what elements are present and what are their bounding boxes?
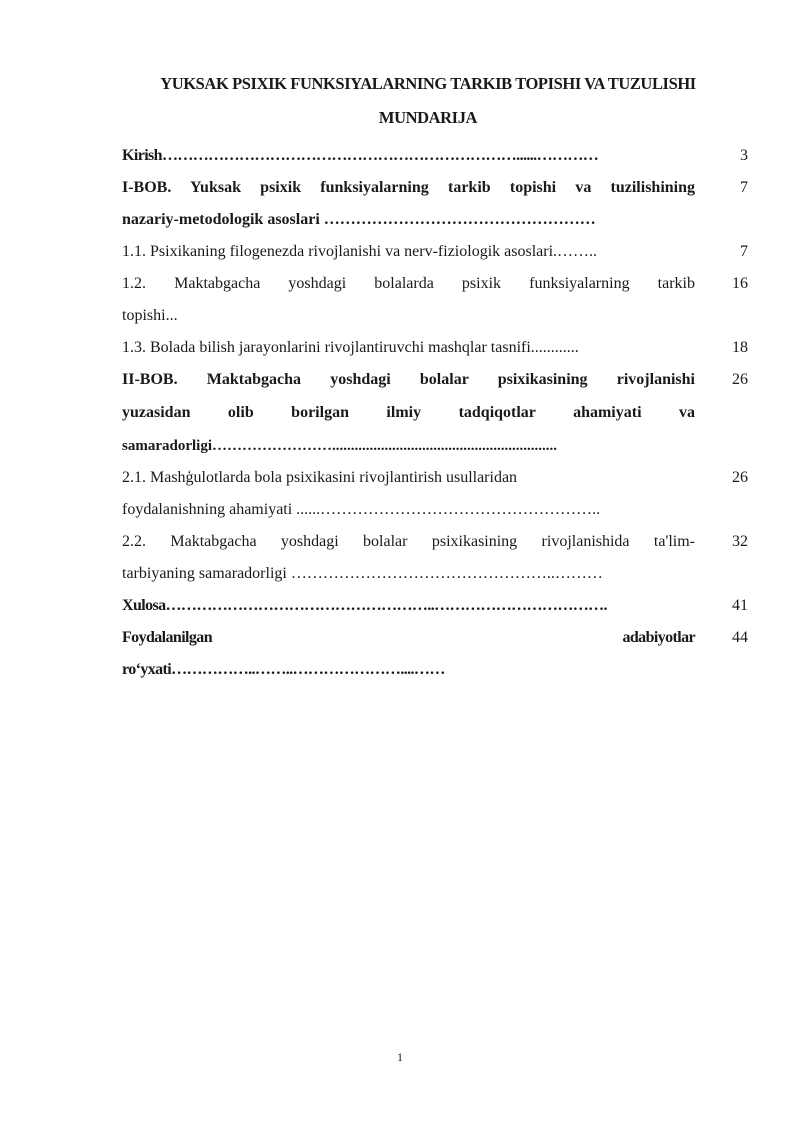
toc-entry-line: topishi... [122,307,178,324]
toc-entry-line: ro‘yxati……………..……..…………………....…… [122,661,445,678]
toc-entry-line: Kirish……………………………………………………………......………… [122,147,599,164]
toc-entry-chapter-2[interactable] [122,364,748,462]
toc-entry-page: 26 [732,371,748,388]
toc-entry-page: 7 [740,179,748,196]
toc-entry-line: nazariy-metodologik asoslari …………………………………………… [122,211,596,228]
toc-entry-line: II-BOB. Maktabgacha yoshdagi bolalar psixikasining rivojlanishi [122,371,695,388]
page-number: 1 [397,1050,403,1064]
toc-entry-section-1-1[interactable] [122,236,748,268]
toc-entry-line: I-BOB. Yuksak psixik funksiyalarning tarkib topishi va tuzilishining [122,179,695,196]
table-of-contents [122,140,748,686]
toc-entry-page: 44 [732,629,748,646]
toc-entry-line: Xulosa……………………………………………..……………………………. [122,597,607,614]
toc-entry-line: 1.3. Bolada bilish jarayonlarini rivojlantiruvchi mashqlar tasnifi............ [122,339,579,356]
toc-entry-page: 32 [732,533,748,550]
toc-entry-page: 18 [732,339,748,356]
toc-entry-introduction[interactable] [122,140,748,172]
toc-entry-line: samaradorligi……………………............................................................ [122,438,557,454]
toc-entry-section-1-2[interactable] [122,268,748,332]
toc-entry-line: 2.1. Mashģulotlarda bola psixikasini rivojlantirish usullaridan [122,469,518,486]
toc-entry-section-1-3[interactable] [122,332,748,364]
toc-entry-title [122,332,695,364]
toc-entry-line: yuzasidan olib borilgan ilmiy tadqiqotlar ahamiyati va [122,404,695,421]
toc-entry-conclusion[interactable] [122,590,748,622]
toc-entry-section-2-2[interactable] [122,526,748,590]
toc-entry-line: tarbiyaning samaradorligi …………………………………………..……… [122,565,603,582]
toc-entry-page: 41 [732,597,748,614]
toc-entry-page: 16 [732,275,748,292]
toc-entry-title [122,236,695,268]
toc-entry-title [122,140,695,172]
toc-entry-title [122,590,695,622]
toc-entry-chapter-1[interactable] [122,172,748,236]
toc-heading: MUNDARIJA [378,108,478,127]
toc-entry-page: 7 [740,243,748,260]
toc-entry-title [122,364,695,462]
toc-entry-title [122,526,695,590]
toc-entry-references[interactable] [122,622,748,686]
toc-entry-section-2-1[interactable] [122,462,748,526]
toc-entry-line: 1.2. Maktabgacha yoshdagi bolalarda psixik funksiyalarning tarkib [122,275,695,292]
toc-entry-page: 3 [740,147,748,164]
toc-entry-line: foydalanishning ahamiyati ......…………………………………………….. [122,501,601,518]
toc-entry-line: 2.2. Maktabgacha yoshdagi bolalar psixikasining rivojlanishida ta'lim- [122,533,695,550]
toc-entry-line: 1.1. Psixikaning filogenezda rivojlanishi va nerv-fiziologik asoslari.…….. [122,243,598,260]
toc-entry-title [122,622,695,686]
toc-entry-title [122,172,695,236]
toc-entry-page: 26 [732,469,748,486]
toc-entry-title [122,462,695,526]
toc-entry-line: Foydalanilgan adabiyotlar [122,629,695,646]
toc-entry-title [122,268,695,332]
document-title: YUKSAK PSIXIK FUNKSIYALARNING TARKIB TOPISHI VA TUZULISHI [160,74,696,93]
